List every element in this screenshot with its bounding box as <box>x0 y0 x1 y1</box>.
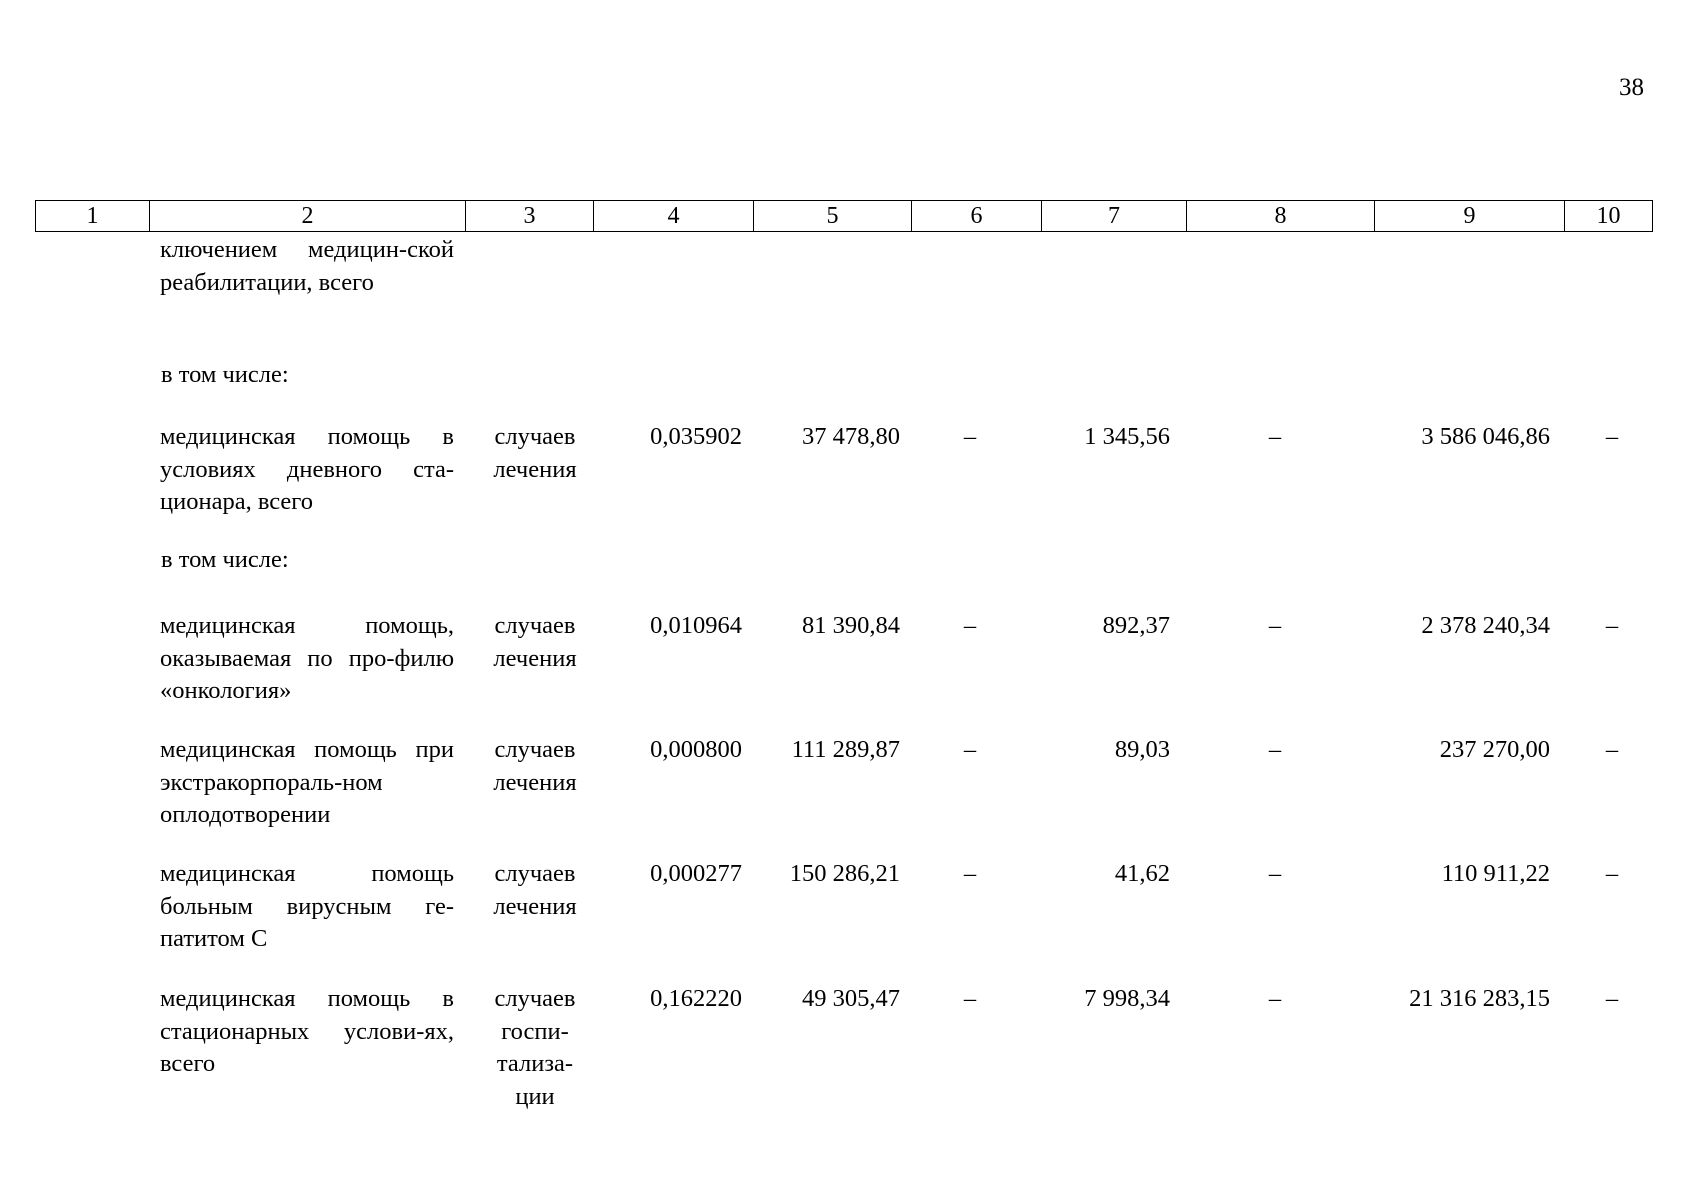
row-col9: 21 316 283,15 <box>1409 985 1550 1012</box>
row-unit: случаев госпи-тализа-ции <box>494 985 576 1110</box>
column-number-header <box>35 200 1653 232</box>
row-col7: 41,62 <box>1114 860 1170 887</box>
row-col7: 89,03 <box>1114 736 1170 763</box>
row-col9: 3 586 046,86 <box>1421 423 1550 450</box>
row-col4: 0,000277 <box>650 860 742 887</box>
row-col5: 111 289,87 <box>791 736 900 763</box>
column-header-8: 8 <box>1187 201 1375 232</box>
subheading-2: в том числе: <box>161 546 289 573</box>
row-name: медицинская помощь больным вирусным ге-патитом С <box>160 860 454 952</box>
row-col10: – <box>1605 736 1619 763</box>
row-col8: – <box>1268 423 1282 450</box>
row-col4: 0,035902 <box>650 423 742 450</box>
column-header-10: 10 <box>1565 201 1653 232</box>
row-col9: 110 911,22 <box>1441 860 1550 887</box>
column-header-5: 5 <box>754 201 912 232</box>
row-col10: – <box>1605 860 1619 887</box>
row-name: медицинская помощь при экстракорпораль-ном оплодотворении <box>160 736 454 828</box>
column-header-1: 1 <box>36 201 150 232</box>
row-col6: – <box>963 860 977 887</box>
row-name: медицинская помощь в стационарных услови-ях, всего <box>160 985 454 1077</box>
row-col7: 7 998,34 <box>1084 985 1170 1012</box>
row-unit: случаев лечения <box>493 860 577 920</box>
row-name: медицинская помощь, оказываемая по про-филю «онкология» <box>160 612 454 704</box>
row-unit: случаев лечения <box>493 736 577 796</box>
row-col7: 892,37 <box>1102 612 1170 639</box>
row-col10: – <box>1605 985 1619 1012</box>
column-header-7: 7 <box>1042 201 1187 232</box>
row-name: медицинская помощь в условиях дневного ста-ционара, всего <box>160 423 454 515</box>
row-col8: – <box>1268 612 1282 639</box>
row-unit: случаев лечения <box>493 612 577 672</box>
column-header-4: 4 <box>594 201 754 232</box>
column-header-6: 6 <box>912 201 1042 232</box>
row-col8: – <box>1268 860 1282 887</box>
row-col5: 37 478,80 <box>802 423 900 450</box>
row-col9: 237 270,00 <box>1439 736 1550 763</box>
row-col5: 49 305,47 <box>802 985 900 1012</box>
column-header-2: 2 <box>150 201 466 232</box>
row-col6: – <box>963 985 977 1012</box>
row-col4: 0,162220 <box>650 985 742 1012</box>
row-col6: – <box>963 736 977 763</box>
row-col6: – <box>963 612 977 639</box>
row-unit: случаев лечения <box>493 423 577 483</box>
row-col10: – <box>1605 423 1619 450</box>
row-col8: – <box>1268 985 1282 1012</box>
row-col8: – <box>1268 736 1282 763</box>
row-col6: – <box>963 423 977 450</box>
row-col7: 1 345,56 <box>1084 423 1170 450</box>
row-col5: 150 286,21 <box>789 860 900 887</box>
row-col9: 2 378 240,34 <box>1421 612 1550 639</box>
column-header-9: 9 <box>1375 201 1565 232</box>
column-header-3: 3 <box>466 201 594 232</box>
row-col4: 0,010964 <box>650 612 742 639</box>
row-col10: – <box>1605 612 1619 639</box>
row-col5: 81 390,84 <box>802 612 900 639</box>
row-col4: 0,000800 <box>650 736 742 763</box>
page-number: 38 <box>1619 74 1644 101</box>
intro-text: ключением медицин-ской реабилитации, всего <box>160 236 454 296</box>
subheading-1: в том числе: <box>161 361 289 388</box>
